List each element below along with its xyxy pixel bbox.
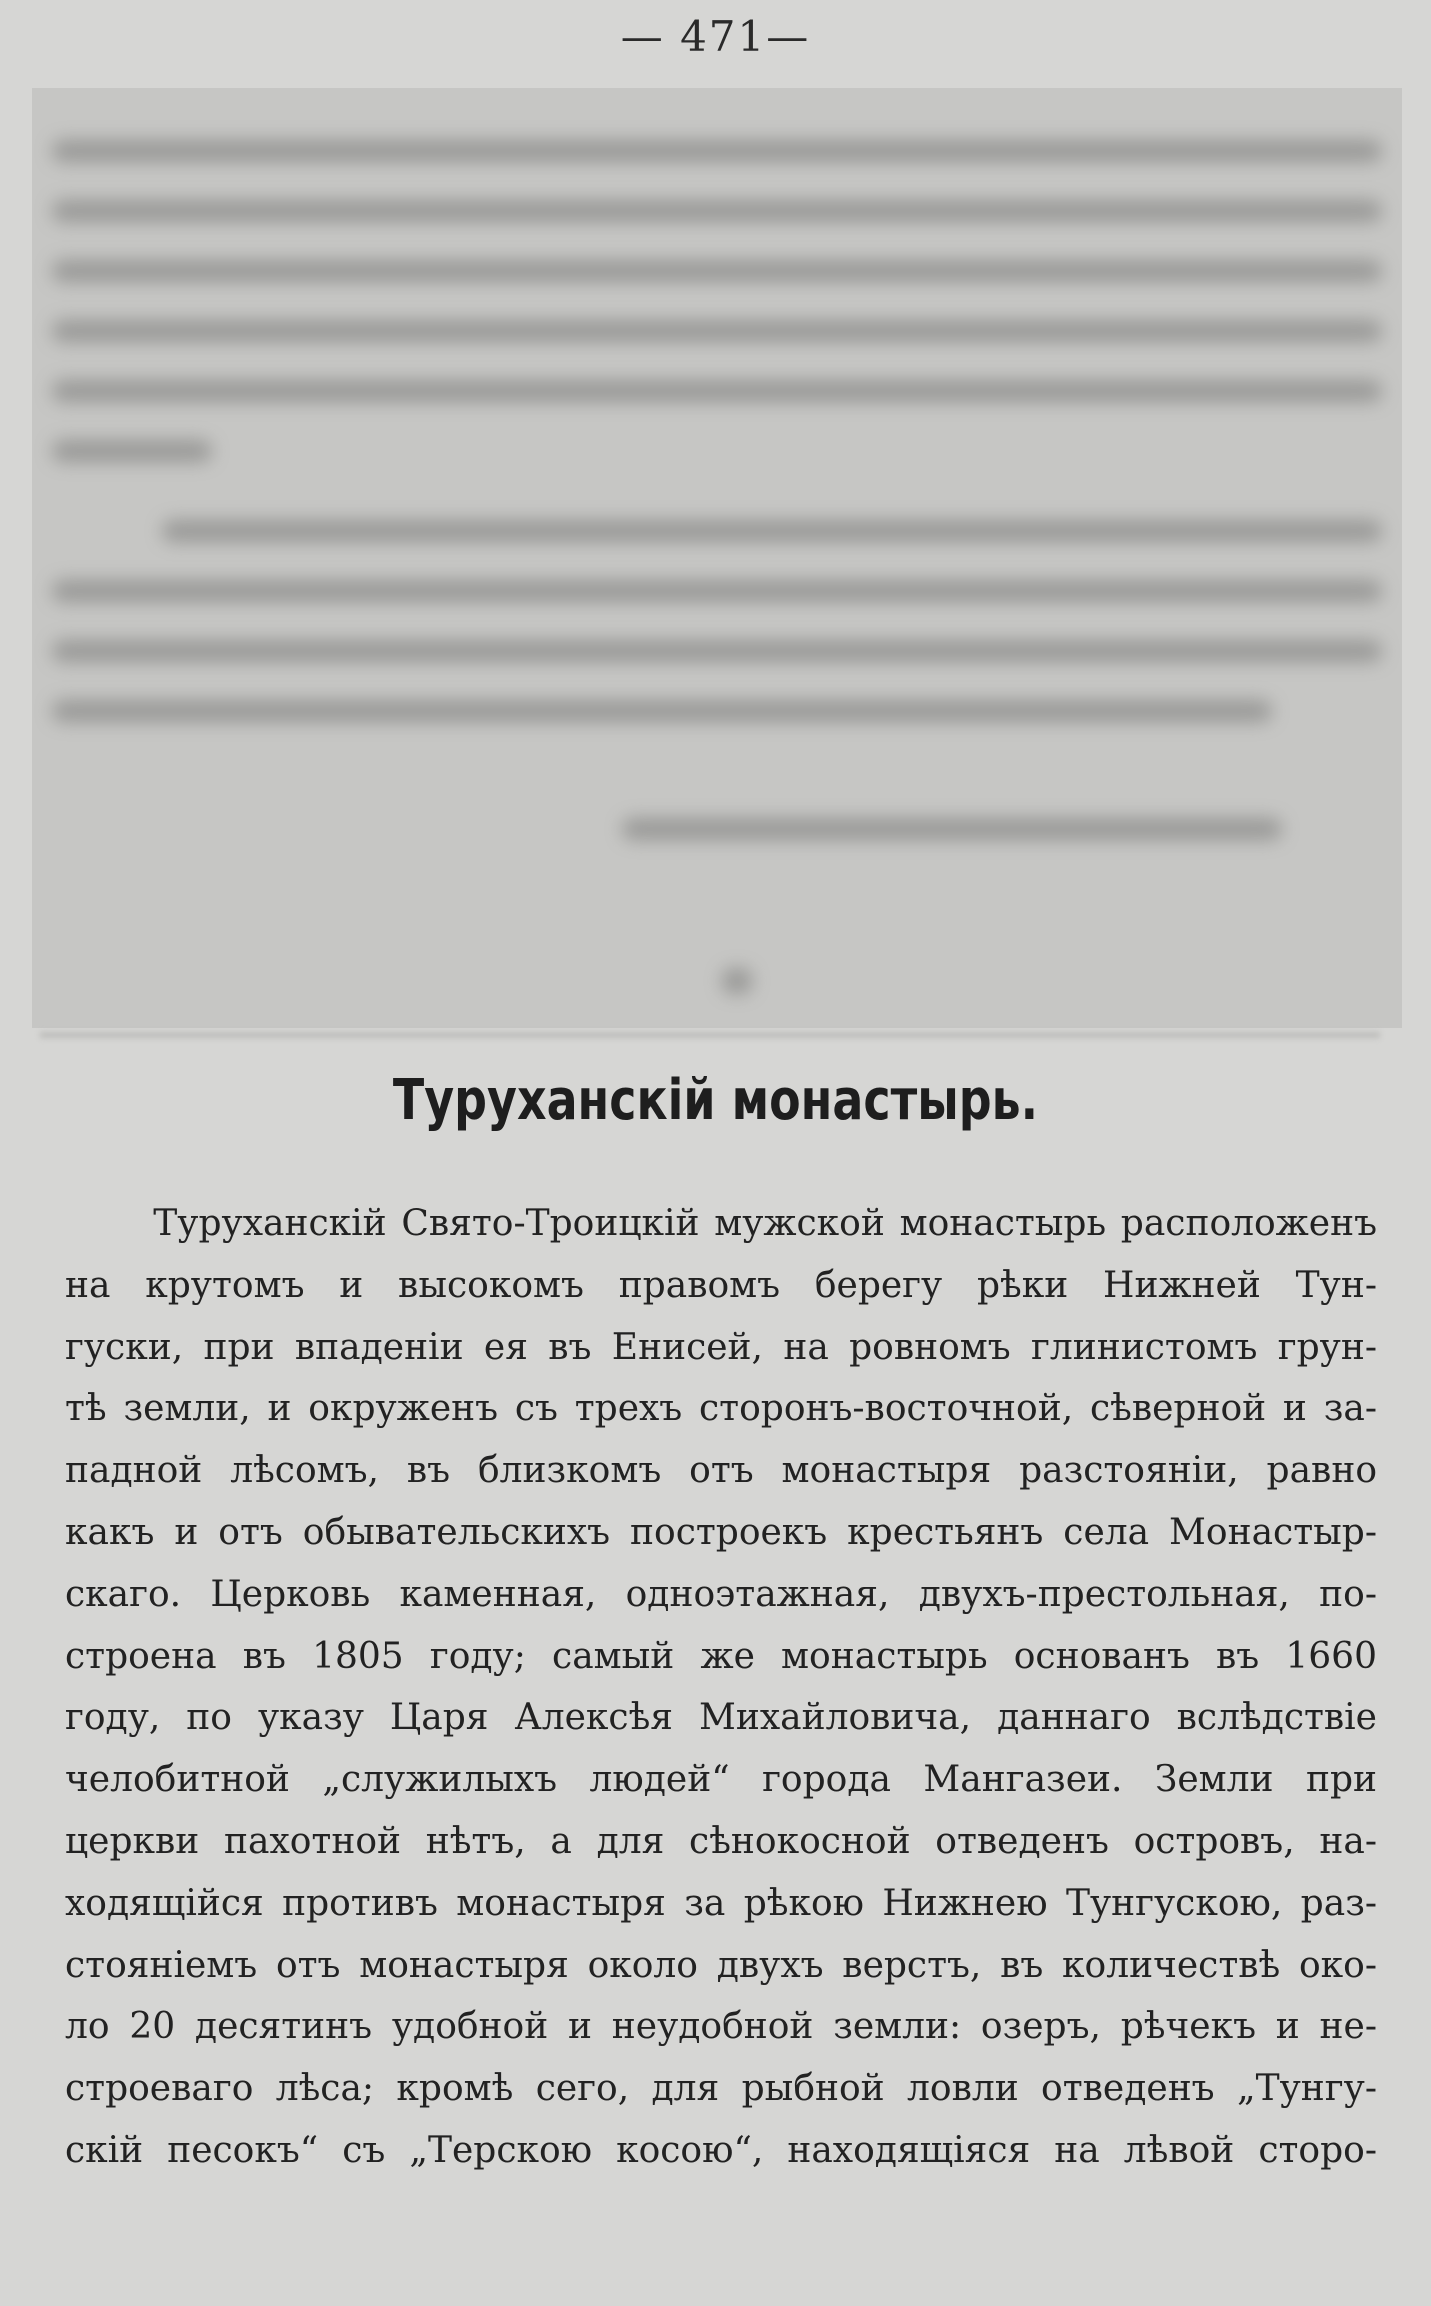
text-line: какъ и отъ обывательскихъ построекъ крестьянъ села Монастыр-: [65, 1511, 1377, 1553]
text-line: гуски, при впаденіи ея въ Енисей, на ровномъ глинистомъ грун-: [65, 1326, 1377, 1368]
text-line: челобитной „служилыхъ людей“ города Мангазеи. Земли при: [65, 1759, 1377, 1801]
text-line: году, по указу Царя Алексѣя Михайловича, даннаго вслѣдствіе: [65, 1697, 1377, 1739]
text-line: тѣ земли, и окруженъ съ трехъ сторонъ-восточной, сѣверной и за-: [65, 1388, 1377, 1430]
text-line: строена въ 1805 году; самый же монастырь основанъ въ 1660: [65, 1635, 1377, 1677]
blurred-text-line: [52, 380, 1382, 402]
blurred-ornament: [722, 968, 752, 994]
blurred-region: [32, 88, 1402, 1028]
text-line: церкви пахотной нѣтъ, а для сѣнокосной отведенъ островъ, на-: [65, 1820, 1377, 1862]
blurred-text-line: [52, 640, 1382, 662]
text-line: ло 20 десятинъ удобной и неудобной земли: озеръ, рѣчекъ и не-: [65, 2006, 1377, 2048]
text-line: строеваго лѣса; кромѣ сего, для рыбной ловли отведенъ „Тунгу-: [65, 2068, 1377, 2110]
blurred-text-line: [52, 700, 1272, 722]
text-line: ходящійся противъ монастыря за рѣкою Нижнею Тунгускою, раз-: [65, 1882, 1377, 1924]
page-number: — 471—: [620, 12, 811, 61]
blurred-text-line: [52, 260, 1382, 282]
blurred-text-line: [52, 140, 1382, 162]
text-line: стояніемъ отъ монастыря около двухъ верстъ, въ количествѣ око-: [65, 1944, 1377, 1986]
text-line: скій песокъ“ съ „Терскою косою“, находящіяся на лѣвой сторо-: [65, 2129, 1377, 2171]
blurred-signature-line: [622, 818, 1282, 840]
section-heading: Туруханскій монастырь.: [392, 1068, 1039, 1133]
paragraph: [65, 1193, 1377, 2182]
blurred-text-line: [52, 320, 1382, 342]
text-line: на крутомъ и высокомъ правомъ берегу рѣки Нижней Тун-: [65, 1264, 1377, 1306]
blurred-text-line: [52, 440, 212, 462]
text-line: Туруханскій Свято-Троицкій мужской монастырь расположенъ: [65, 1203, 1377, 1244]
blurred-text-line: [52, 200, 1382, 222]
text-line: скаго. Церковь каменная, одноэтажная, двухъ-престольная, по-: [65, 1573, 1377, 1615]
blurred-text-line: [52, 580, 1382, 602]
bleed-through-line: [40, 1032, 1380, 1038]
blurred-text-line: [162, 520, 1382, 542]
text-line: падной лѣсомъ, въ близкомъ отъ монастыря разстояніи, равно: [65, 1450, 1377, 1492]
